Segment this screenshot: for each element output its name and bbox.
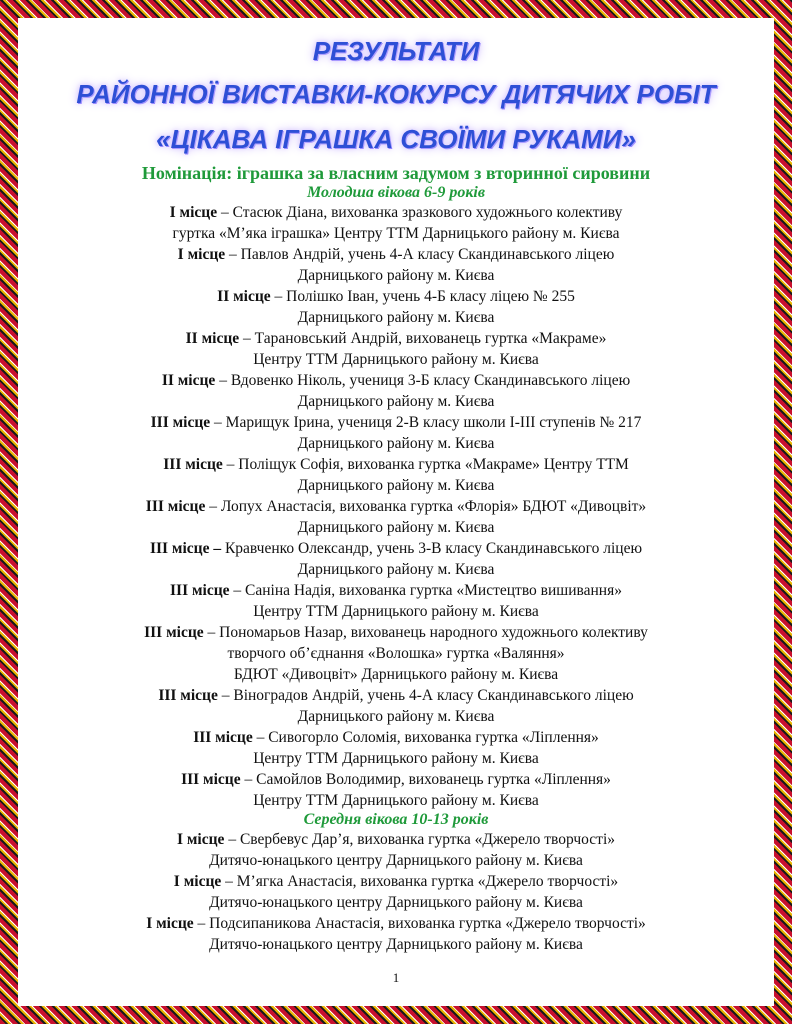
award-entry-first-line	[40, 769, 752, 790]
age-group-heading: Молодша вікова 6-9 років	[306, 184, 486, 202]
award-entry	[40, 412, 752, 454]
award-place: ІІІ місце	[144, 624, 204, 642]
award-winner-text: – Саніна Надія, вихованка гуртка «Мистецтво вишивання»	[229, 582, 622, 600]
award-entry-continuation-line: Центру ТТМ Дарницького району м. Києва	[253, 603, 539, 621]
award-entry-first-line	[40, 496, 752, 517]
nomination-heading: Номінація: іграшка за власним задумом з вторинної сировини	[141, 163, 651, 184]
award-winner-text: – Тарановський Андрій, вихованець гуртка «Макраме»	[239, 330, 607, 348]
award-entry	[40, 454, 752, 496]
award-entry-continuation-line: Центру ТТМ Дарницького району м. Києва	[253, 351, 539, 369]
award-entry	[40, 202, 752, 244]
award-entry-continuation-line: Дарницького району м. Києва	[297, 561, 495, 579]
award-place: ІІІ місце	[181, 771, 241, 789]
award-entry-continuation-line: Центру ТТМ Дарницького району м. Києва	[253, 750, 539, 768]
award-entry-continuation-line: Дарницького району м. Києва	[297, 309, 495, 327]
award-place: І місце	[169, 204, 218, 222]
award-winner-text: – Лопух Анастасія, вихованка гуртка «Флорія» БДЮТ «Дивоцвіт»	[205, 498, 647, 516]
award-entry	[40, 769, 752, 811]
award-entry-first-line	[40, 913, 752, 934]
award-winner-text: – Павлов Андрій, учень 4-А класу Скандинавського ліцею	[225, 246, 615, 264]
award-entry-first-line	[40, 244, 752, 265]
award-entry-continuation-line: Центру ТТМ Дарницького району м. Києва	[253, 792, 539, 810]
award-entry	[40, 496, 752, 538]
award-entry-first-line	[40, 871, 752, 892]
award-place: ІІІ місце	[170, 582, 230, 600]
award-place: ІІІ місце –	[149, 540, 222, 558]
award-entry-first-line	[40, 370, 752, 391]
award-entry	[40, 328, 752, 370]
award-winner-text: – Сивогорло Соломія, вихованка гуртка «Ліплення»	[252, 729, 599, 747]
award-entry	[40, 244, 752, 286]
page-number: 1	[392, 970, 400, 985]
award-entry-continuation-line: Дарницького району м. Києва	[297, 708, 495, 726]
award-entry-first-line	[40, 727, 752, 748]
award-entry-first-line	[40, 580, 752, 601]
award-place: І місце	[173, 873, 222, 891]
award-entry	[40, 913, 752, 955]
document-title-line-2: РАЙОННОЇ ВИСТАВКИ-КОКУРСУ ДИТЯЧИХ РОБІТ	[76, 79, 716, 110]
award-entry-continuation-line: Дарницького району м. Києва	[297, 267, 495, 285]
award-entry	[40, 580, 752, 622]
award-entry-first-line	[40, 202, 752, 223]
award-entry	[40, 871, 752, 913]
award-entry-continuation-line: Дарницького району м. Києва	[297, 519, 495, 537]
award-entry-continuation-line: творчого об’єднання «Волошка» гуртка «Валяння»	[227, 645, 565, 663]
award-place: ІІІ місце	[158, 687, 218, 705]
award-winner-text: – Пономарьов Назар, вихованець народного художнього колективу	[203, 624, 648, 642]
award-place: ІІІ місце	[193, 729, 253, 747]
award-entry-continuation-line: Дарницького району м. Києва	[297, 435, 495, 453]
document-page	[40, 30, 752, 955]
award-entry-first-line	[40, 328, 752, 349]
award-entry	[40, 370, 752, 412]
award-winner-text: – Самойлов Володимир, вихованець гуртка «Ліплення»	[240, 771, 611, 789]
award-entry-continuation-line: Дарницького району м. Києва	[297, 393, 495, 411]
award-entry	[40, 286, 752, 328]
award-place: ІІІ місце	[150, 414, 211, 432]
award-entry-first-line	[40, 538, 752, 559]
award-winner-text: – Поліщук Софія, вихованка гуртка «Макраме» Центру ТТМ	[222, 456, 629, 474]
document-title-line-3: «ЦІКАВА ІГРАШКА СВОЇМИ РУКАМИ»	[156, 124, 636, 155]
award-place: ІІ місце	[185, 330, 240, 348]
award-winner-text: – Полішко Іван, учень 4-Б класу ліцею № 255	[270, 288, 575, 306]
award-entry-continuation-line: гуртка «М’яка іграшка» Центру ТТМ Дарницького району м. Києва	[172, 225, 620, 243]
award-place: І місце	[177, 246, 226, 264]
award-entry	[40, 727, 752, 769]
award-place: І місце	[176, 831, 225, 849]
award-entry-first-line	[40, 412, 752, 433]
award-winner-text: – М’ягка Анастасія, вихованка гуртка «Джерело творчості»	[221, 873, 619, 891]
award-place: ІІ місце	[161, 372, 216, 390]
award-entry-continuation-line: Дитячо-юнацького центру Дарницького району м. Києва	[209, 936, 583, 954]
award-entry	[40, 538, 752, 580]
award-entry-continuation-line: Дитячо-юнацького центру Дарницького району м. Києва	[209, 852, 583, 870]
award-winner-text: – Марищук Ірина, учениця 2-В класу школи І-ІІІ ступенів № 217	[210, 414, 642, 432]
award-entry-continuation-line: Дитячо-юнацького центру Дарницького району м. Києва	[209, 894, 583, 912]
document-title-line-1: РЕЗУЛЬТАТИ	[312, 36, 480, 66]
award-entry-first-line	[40, 622, 752, 643]
award-entry	[40, 829, 752, 871]
award-entry-first-line	[40, 829, 752, 850]
award-winner-text: Кравченко Олександр, учень 3-В класу Скандинавського ліцею	[221, 540, 643, 558]
award-entry-first-line	[40, 454, 752, 475]
award-place: ІІІ місце	[163, 456, 223, 474]
award-winner-text: – Віноградов Андрій, учень 4-А класу Скандинавського ліцею	[217, 687, 634, 705]
award-place: ІІІ місце	[145, 498, 206, 516]
results-list	[40, 184, 752, 955]
award-entry	[40, 685, 752, 727]
award-winner-text: – Стасюк Діана, вихованка зразкового художнього колективу	[217, 204, 623, 222]
age-group-heading: Середня вікова 10-13 років	[303, 811, 489, 829]
award-entry	[40, 622, 752, 685]
award-entry-first-line	[40, 685, 752, 706]
award-winner-text: – Вдовенко Ніколь, учениця 3-Б класу Скандинавського ліцею	[215, 372, 631, 390]
award-winner-text: – Свербевус Дар’я, вихованка гуртка «Джерело творчості»	[224, 831, 616, 849]
award-entry-continuation-line: Дарницького району м. Києва	[297, 477, 495, 495]
award-place: І місце	[146, 915, 194, 933]
award-place: ІІ місце	[217, 288, 271, 306]
award-entry-continuation-line: БДЮТ «Дивоцвіт» Дарницького району м. Києва	[233, 666, 559, 684]
award-entry-first-line	[40, 286, 752, 307]
award-winner-text: – Подсипаникова Анастасія, вихованка гуртка «Джерело творчості»	[193, 915, 646, 933]
